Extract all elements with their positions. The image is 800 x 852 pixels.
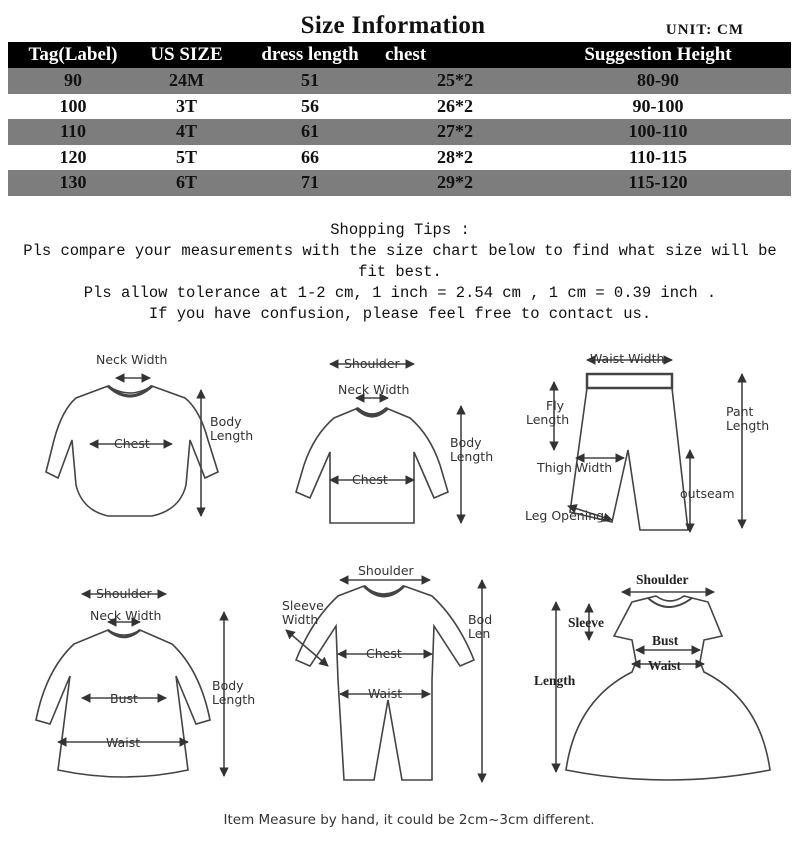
cell-dress-length: 61 <box>235 119 385 145</box>
header-tag: Tag(Label) <box>8 42 138 68</box>
cell-height: 110-115 <box>525 145 791 171</box>
cell-us-size: 6T <box>138 170 235 196</box>
table-row <box>8 145 791 171</box>
tutu-length-label: Length <box>534 673 576 688</box>
cell-us-size: 5T <box>138 145 235 171</box>
romper-length-label: Len <box>468 626 491 641</box>
dress-length-label: Length <box>212 692 256 707</box>
cell-dress-length: 66 <box>235 145 385 171</box>
shirt-shoulder-label: Shoulder <box>344 356 400 371</box>
pants-pant-length-label: Length <box>726 418 770 433</box>
tutu-sleeve-label: Sleeve <box>568 615 604 630</box>
cell-us-size: 4T <box>138 119 235 145</box>
cell-dress-length: 56 <box>235 94 385 120</box>
dress-bust-label: Bust <box>110 691 138 706</box>
cell-tag: 120 <box>8 145 138 171</box>
romper-sleeve-width-label: Width <box>282 612 319 627</box>
dress-waist-label: Waist <box>106 735 141 750</box>
cell-tag: 100 <box>8 94 138 120</box>
table-row <box>8 170 791 196</box>
table-row <box>8 119 791 145</box>
cell-height: 100-110 <box>525 119 791 145</box>
dress-neck-label: Neck Width <box>90 608 162 623</box>
cell-chest: 26*2 <box>385 94 525 120</box>
cell-chest: 29*2 <box>385 170 525 196</box>
cell-chest: 27*2 <box>385 119 525 145</box>
pants-outseam-label: outseam <box>680 486 735 501</box>
romper-shoulder-label: Shoulder <box>358 563 414 578</box>
romper-sleeve-label: Sleeve <box>282 598 324 613</box>
cell-chest: 25*2 <box>385 68 525 94</box>
footer-note: Item Measure by hand, it could be 2cm~3cm different. <box>223 812 595 828</box>
pants-pant-label: Pant <box>726 404 754 419</box>
romper-chest-label: Chest <box>366 646 402 661</box>
table-header-row <box>8 42 791 68</box>
pants-diagram <box>554 360 742 532</box>
shirt-neck-label: Neck Width <box>338 382 410 397</box>
pants-thigh-label: Thigh Width <box>537 460 613 475</box>
cell-height: 80-90 <box>525 68 791 94</box>
cell-tag: 130 <box>8 170 138 196</box>
tips-line-tolerance: Pls allow tolerance at 1-2 cm, 1 inch = 2.54 cm , 1 cm = 0.39 inch . <box>83 284 717 302</box>
tutu-bust-label: Bust <box>652 633 679 648</box>
cell-tag: 110 <box>8 119 138 145</box>
cell-us-size: 3T <box>138 94 235 120</box>
bodysuit-neck-label: Neck Width <box>96 352 168 367</box>
romper-body-label: Bod <box>468 612 493 627</box>
cell-height: 90-100 <box>525 94 791 120</box>
tutu-shoulder-label: Shoulder <box>636 572 689 587</box>
tutu-waist-label: Waist <box>648 658 682 673</box>
bodysuit-chest-label: Chest <box>114 436 150 451</box>
dress-body-label: Body <box>212 678 244 693</box>
pants-waist-label: Waist Width <box>590 351 665 366</box>
header-us-size: US SIZE <box>138 42 235 68</box>
cell-height: 115-120 <box>525 170 791 196</box>
table-row <box>8 94 791 120</box>
shopping-tips <box>0 220 800 325</box>
romper-waist-label: Waist <box>368 686 403 701</box>
cell-dress-length: 51 <box>235 68 385 94</box>
cell-chest: 28*2 <box>385 145 525 171</box>
size-table <box>8 42 791 196</box>
pants-fly-label: Fly <box>546 398 565 413</box>
header-dress-length: dress length <box>235 42 385 68</box>
cell-tag: 90 <box>8 68 138 94</box>
tips-line-compare: Pls compare your measurements with the size chart below to find what size will be fit best. <box>23 242 787 281</box>
tips-line-contact: If you have confusion, please feel free to contact us. <box>148 305 652 323</box>
shirt-chest-label: Chest <box>352 472 388 487</box>
cell-dress-length: 71 <box>235 170 385 196</box>
table-row <box>8 68 791 94</box>
bodysuit-body-label: Body <box>210 414 242 429</box>
header-suggestion-height: Suggestion Height <box>525 42 791 68</box>
tips-heading: Shopping Tips : <box>330 221 470 239</box>
dress-shoulder-label: Shoulder <box>96 586 152 601</box>
unit-label: UNIT: CM <box>665 22 744 38</box>
measurement-diagrams <box>0 340 800 800</box>
header-chest: chest <box>385 42 525 68</box>
cell-us-size: 24M <box>138 68 235 94</box>
shirt-length-label: Length <box>450 449 494 464</box>
shirt-body-label: Body <box>450 435 482 450</box>
pants-fly-length-label: Length <box>526 412 570 427</box>
page-title: Size Information <box>300 12 486 39</box>
pants-leg-label: Leg Opening <box>525 508 605 523</box>
bodysuit-length-label: Length <box>210 428 254 443</box>
